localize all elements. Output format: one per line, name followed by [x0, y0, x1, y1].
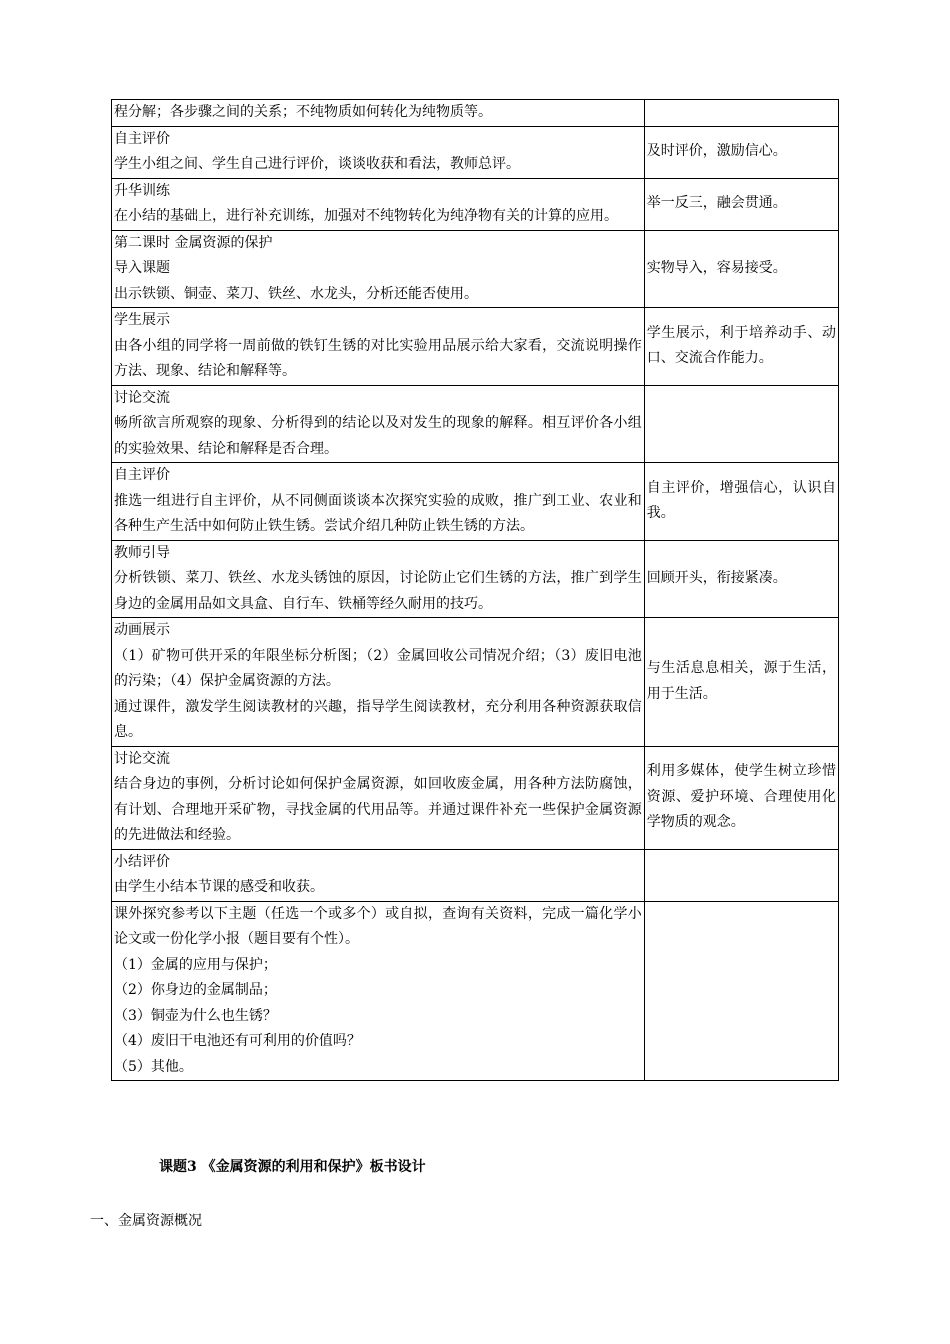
- table-row: [112, 618, 839, 747]
- activity-title: 教师引导: [114, 544, 170, 561]
- activity-cell: [112, 385, 645, 463]
- activity-cell: [112, 100, 645, 127]
- activity-text: 推选一组进行自主评价，从不同侧面谈谈本次探究实验的成败，推广到工业、农业和各种生产生活中如何防止铁生锈。尝试介绍几种防止铁生锈的方法。: [114, 492, 642, 534]
- activity-text: （3）铜壶为什么也生锈？: [114, 1007, 277, 1024]
- activity-cell: [112, 540, 645, 618]
- activity-title: 自主评价: [114, 467, 170, 483]
- activity-text: 导入课题: [114, 260, 170, 276]
- intent-cell: 及时评价，激励信心。: [644, 126, 838, 178]
- activity-text: 由各小组的同学将一周前做的铁钉生锈的对比实验用品展示给大家看，交流说明操作方法、现象、结论和解释等。: [114, 337, 642, 379]
- activity-title: 第二课时 金属资源的保护: [114, 234, 273, 251]
- activity-text: 结合身边的事例，分析讨论如何保护金属资源，如回收废金属，用各种方法防腐蚀，有计划、合理地开采矿物，寻找金属的代用品等。并通过课件补充一些保护金属资源的先进做法和经验。: [114, 776, 642, 843]
- table-row: [112, 540, 839, 618]
- activity-title: 自主评价: [114, 130, 170, 147]
- intent-cell: 学生展示，利于培养动手、动口、交流合作能力。: [644, 308, 838, 386]
- table-row: [112, 463, 839, 541]
- section-title: 一、金属资源概况: [90, 1213, 202, 1229]
- activity-text: （4）废旧干电池还有可利用的价值吗？: [114, 1033, 361, 1049]
- activity-text: 畅所欲言所观察的现象、分析得到的结论以及对发生的现象的解释。相互评价各小组的实验效果、结论和解释是否合理。: [114, 415, 642, 457]
- activity-title: 学生展示: [114, 312, 170, 328]
- activity-cell: [112, 849, 645, 901]
- activity-cell: [112, 230, 645, 308]
- activity-text: 在小结的基础上，进行补充训练，加强对不纯物转化为纯净物有关的计算的应用。: [114, 208, 618, 224]
- intent-cell: 自主评价，增强信心，认识自我。: [644, 463, 838, 541]
- intent-cell: 实物导入，容易接受。: [644, 230, 838, 308]
- intent-cell: 举一反三，融会贯通。: [644, 178, 838, 230]
- lesson-plan-table: [111, 99, 839, 1081]
- table-row: [112, 100, 839, 127]
- intent-cell: 利用多媒体，使学生树立珍惜资源、爱护环境、合理使用化学物质的观念。: [644, 746, 838, 849]
- activity-title: 升华训练: [114, 182, 170, 199]
- activity-title: 课外探究参考以下主题（任选一个或多个）或自拟，查询有关资料，完成一篇化学小论文或一份化学小报（题目要有个性）。: [114, 905, 642, 947]
- activity-title: 讨论交流: [114, 389, 170, 406]
- table-row: [112, 849, 839, 901]
- activity-cell: [112, 308, 645, 386]
- table-row: [112, 126, 839, 178]
- board-design-heading: 课题3 《金属资源的利用和保护》板书设计: [159, 1159, 426, 1175]
- intent-cell: [644, 385, 838, 463]
- activity-title: 讨论交流: [114, 750, 170, 767]
- activity-text: （1）矿物可供开采的年限坐标分析图；（2）金属回收公司情况介绍；（3）废旧电池的污染；（4）保护金属资源的方法。: [114, 647, 642, 689]
- activity-text: 通过课件，激发学生阅读教材的兴趣，指导学生阅读教材，充分利用各种资源获取信息。: [114, 698, 642, 740]
- table-row: [112, 901, 839, 1081]
- activity-text: 程分解；各步骤之间的关系；不纯物质如何转化为纯物质等。: [114, 104, 492, 120]
- activity-cell: [112, 463, 645, 541]
- table-row: [112, 308, 839, 386]
- table-row: [112, 746, 839, 849]
- activity-text: 出示铁锁、铜壶、菜刀、铁丝、水龙头，分析还能否使用。: [114, 285, 478, 302]
- intent-cell: 与生活息息相关，源于生活，用于生活。: [644, 618, 838, 747]
- activity-text: 学生小组之间、学生自己进行评价，谈谈收获和看法，教师总评。: [114, 156, 520, 172]
- table-row: [112, 230, 839, 308]
- activity-cell: [112, 126, 645, 178]
- activity-text: 由学生小结本节课的感受和收获。: [114, 879, 324, 895]
- intent-cell: [644, 849, 838, 901]
- activity-title: 动画展示: [114, 622, 170, 638]
- activity-cell: [112, 618, 645, 747]
- table-row: [112, 385, 839, 463]
- activity-text: 分析铁锁、菜刀、铁丝、水龙头锈蚀的原因，讨论防止它们生锈的方法，推广到学生身边的金属用品如文具盒、自行车、铁桶等经久耐用的技巧。: [114, 570, 642, 612]
- activity-title: 小结评价: [114, 853, 170, 870]
- activity-text: （1）金属的应用与保护；: [114, 956, 277, 973]
- activity-text: （5）其他。: [114, 1058, 193, 1075]
- intent-cell: [644, 901, 838, 1081]
- activity-text: （2）你身边的金属制品；: [114, 982, 277, 998]
- table-row: [112, 178, 839, 230]
- intent-cell: 回顾开头，衔接紧凑。: [644, 540, 838, 618]
- intent-cell: [644, 100, 838, 127]
- activity-cell: [112, 746, 645, 849]
- activity-cell: [112, 901, 645, 1081]
- activity-cell: [112, 178, 645, 230]
